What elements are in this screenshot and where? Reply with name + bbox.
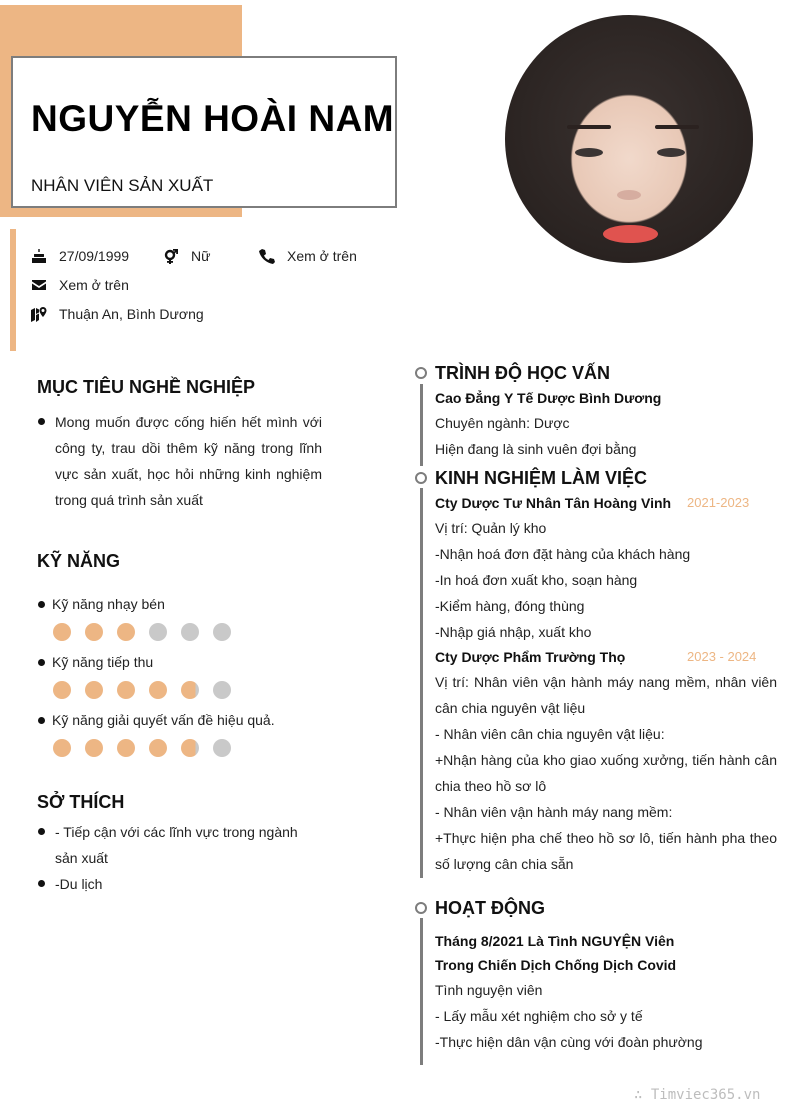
- job-line: - Nhân viên cân chia nguyên vật liệu:: [435, 726, 665, 742]
- rating-dot-empty: [213, 623, 231, 641]
- map-marker-icon: [30, 305, 48, 323]
- education-title: TRÌNH ĐỘ HỌC VẤN: [435, 363, 610, 383]
- phone-value: Xem ở trên: [287, 248, 357, 264]
- name-card: [11, 56, 397, 208]
- objective-section: [37, 377, 322, 513]
- avatar-lips: [603, 225, 658, 243]
- rating-dot-filled: [117, 681, 135, 699]
- objective-title: MỤC TIÊU NGHỀ NGHIỆP: [37, 377, 256, 397]
- rating-dot-filled: [85, 623, 103, 641]
- contact-gender: [162, 247, 210, 265]
- gender-value: Nữ: [191, 248, 211, 264]
- job-position: Vị trí: Nhân viên vận hành máy nang mềm, nhân viên cân chia nguyên vật liệu: [435, 674, 777, 716]
- skill-item: [37, 654, 231, 699]
- avatar-nose: [617, 190, 641, 200]
- experience-title: KINH NGHIỆM LÀM VIỆC: [435, 468, 648, 488]
- address-value: Thuận An, Bình Dương: [59, 306, 204, 322]
- rating-dot-filled: [149, 739, 167, 757]
- job-line: -Kiểm hàng, đóng thùng: [435, 598, 585, 614]
- skill-rating: [53, 623, 231, 641]
- job-line: -Nhận hoá đơn đặt hàng của khách hàng: [435, 546, 691, 562]
- avatar-brow-right: [655, 125, 699, 129]
- rating-dot-partial: [181, 739, 199, 757]
- avatar-eye-left: [575, 148, 603, 157]
- rating-dot-empty: [181, 623, 199, 641]
- job-line: +Nhận hàng của kho giao xuống xưởng, tiến hành cân chia theo hồ sơ lô: [435, 752, 777, 794]
- envelope-icon: [30, 276, 48, 294]
- rating-dot-filled: [117, 623, 135, 641]
- rating-dot-filled: [53, 739, 71, 757]
- contact-birthday: [30, 247, 129, 265]
- timeline-line: [420, 918, 423, 1065]
- rating-dot-empty: [149, 623, 167, 641]
- birthday-cake-icon: [30, 247, 48, 265]
- activities-title: HOẠT ĐỘNG: [435, 898, 545, 918]
- activity-heading: Tháng 8/2021 Là Tình NGUYỆN Viên: [435, 933, 675, 949]
- hobbies-title: SỞ THÍCH: [37, 792, 125, 812]
- rating-dot-filled: [85, 739, 103, 757]
- education-school: Cao Đẳng Y Tế Dược Bình Dương: [435, 390, 662, 406]
- activity-line: Tình nguyện viên: [435, 982, 543, 998]
- job-line: -In hoá đơn xuất kho, soạn hàng: [435, 572, 638, 588]
- timeline-node: [415, 367, 427, 379]
- rating-dot-empty: [213, 739, 231, 757]
- timeline-line: [420, 384, 423, 466]
- hobby-text: -Du lịch: [55, 876, 103, 892]
- timeline-line: [420, 488, 423, 878]
- watermark: ∴ Timviec365.vn: [634, 1087, 761, 1103]
- contact-phone: [258, 247, 357, 265]
- activity-heading: Trong Chiến Dịch Chống Dịch Covid: [435, 957, 677, 973]
- candidate-name: NGUYỄN HOÀI NAM: [31, 98, 395, 139]
- contact-email: [30, 276, 129, 294]
- rating-dot-filled: [149, 681, 167, 699]
- phone-icon: [258, 247, 276, 265]
- rating-dot-empty: [213, 681, 231, 699]
- skill-rating: [53, 681, 231, 699]
- rating-dot-filled: [85, 681, 103, 699]
- hobby-item-continued: [37, 871, 322, 897]
- skill-label: Kỹ năng giải quyết vấn đề hiệu quả.: [37, 712, 275, 728]
- objective-text: Mong muốn được cống hiến hết mình với công ty, trau dồi thêm kỹ năng trong lĩnh vực sản xuất, học hỏi những kinh nghiệm trong quá trình sản xuất: [37, 409, 322, 513]
- job-line: +Thực hiện pha chế theo hồ sơ lô, tiến hành pha theo số lượng cân chia sẵn: [435, 830, 777, 872]
- rating-dot-filled: [53, 681, 71, 699]
- skills-title: KỸ NĂNG: [37, 551, 121, 571]
- avatar: [505, 15, 753, 263]
- education-status: Hiện đang là sinh vuên đợi bằng: [435, 441, 637, 457]
- education-major: Chuyên ngành: Dược: [435, 415, 570, 431]
- rating-dot-partial: [181, 681, 199, 699]
- skill-label: Kỹ năng nhạy bén: [37, 596, 231, 612]
- job-line: Vị trí: Quản lý kho: [435, 520, 547, 536]
- hobbies-section: [37, 792, 322, 897]
- contact-accent-bar: [10, 229, 16, 351]
- skill-item: [37, 596, 231, 641]
- hobby-item: - Tiếp cận với các lĩnh vực trong ngành sản xuất: [37, 819, 322, 871]
- job-line: -Nhập giá nhập, xuất kho: [435, 624, 592, 640]
- activity-line: - Lấy mẫu xét nghiệm cho sở y tế: [435, 1008, 643, 1024]
- skills-section: [37, 551, 322, 572]
- skill-label: Kỹ năng tiếp thu: [37, 654, 231, 670]
- rating-dot-filled: [53, 623, 71, 641]
- avatar-eye-right: [657, 148, 685, 157]
- rating-dot-filled: [117, 739, 135, 757]
- skill-rating: [53, 739, 275, 757]
- contact-address: [30, 305, 204, 323]
- email-value: Xem ở trên: [59, 277, 129, 293]
- gender-icon: [162, 247, 180, 265]
- job-period: 2021-2023: [687, 495, 750, 510]
- avatar-brow-left: [567, 125, 611, 129]
- skill-item: [37, 712, 275, 757]
- job-company: Cty Dược Tư Nhân Tân Hoàng Vinh: [435, 495, 672, 511]
- job-company: Cty Dược Phẩm Trường Thọ: [435, 649, 626, 665]
- timeline-node: [415, 472, 427, 484]
- job-line: - Nhân viên vận hành máy nang mềm:: [435, 804, 673, 820]
- birthday-value: 27/09/1999: [59, 248, 130, 264]
- timeline-node: [415, 902, 427, 914]
- job-title: NHÂN VIÊN SẢN XUẤT: [31, 176, 214, 195]
- activity-line: -Thực hiện dân vận cùng với đoàn phường: [435, 1034, 703, 1050]
- job-period: 2023 - 2024: [687, 649, 757, 664]
